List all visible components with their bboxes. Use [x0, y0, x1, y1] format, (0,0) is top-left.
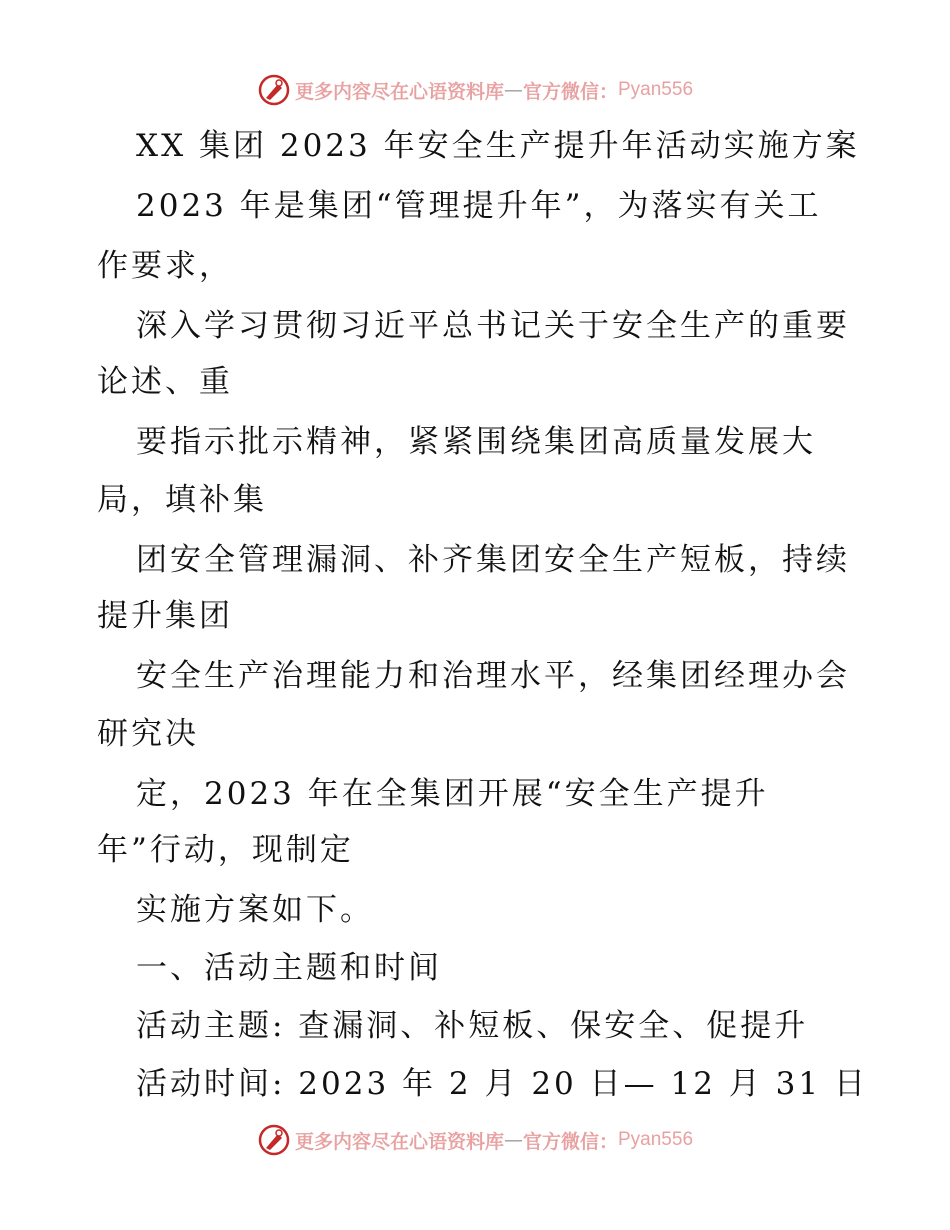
banner-text-wechat: 官方微信：: [522, 1130, 618, 1153]
paragraph-line: 安全生产治理能力和治理水平，经集团经理办会: [136, 658, 850, 694]
paragraph-line: 研究决: [97, 716, 199, 752]
paragraph-line: 2023 年是集团“管理提升年”，为落实有关工: [136, 188, 822, 224]
section-heading: 一、活动主题和时间: [136, 950, 442, 986]
banner-text-id: Pyan556: [618, 79, 694, 100]
paragraph-line: 提升集团: [97, 598, 233, 634]
banner-text-wechat: 官方微信：: [522, 80, 618, 103]
footer-watermark-banner: [0, 1120, 950, 1160]
paragraph-line: 年”行动，现制定: [97, 832, 354, 868]
banner-text-main: 更多内容尽在心语资料库: [294, 80, 504, 103]
activity-theme-line: 活动主题: 查漏洞、补短板、保安全、促提升: [136, 1008, 809, 1044]
paragraph-line: 深入学习贯彻习近平总书记关于安全生产的重要: [136, 308, 850, 344]
paragraph-line: 局，填补集: [97, 482, 267, 518]
pen-nib-logo-icon: [257, 73, 291, 107]
paragraph-line: 实施方案如下。: [136, 892, 374, 928]
banner-text-dash: —: [503, 79, 523, 101]
paragraph-line: 要指示批示精神，紧紧围绕集团高质量发展大: [136, 424, 816, 460]
banner-text-id: Pyan556: [618, 1129, 694, 1150]
activity-time-line: 活动时间: 2023 年 2 月 20 日— 12 月 31 日: [136, 1066, 868, 1102]
banner-text-main: 更多内容尽在心语资料库: [294, 1130, 504, 1153]
paragraph-line: 论述、重: [97, 364, 233, 400]
document-title: XX 集团 2023 年安全生产提升年活动实施方案: [136, 128, 860, 164]
header-watermark-banner: [0, 70, 950, 110]
pen-nib-logo-icon: [257, 1123, 291, 1157]
banner-text-dash: —: [503, 1129, 523, 1151]
paragraph-line: 定，2023 年在全集团开展“安全生产提升: [136, 776, 769, 812]
paragraph-line: 团安全管理漏洞、补齐集团安全生产短板，持续: [136, 542, 850, 578]
paragraph-line: 作要求，: [97, 248, 233, 284]
